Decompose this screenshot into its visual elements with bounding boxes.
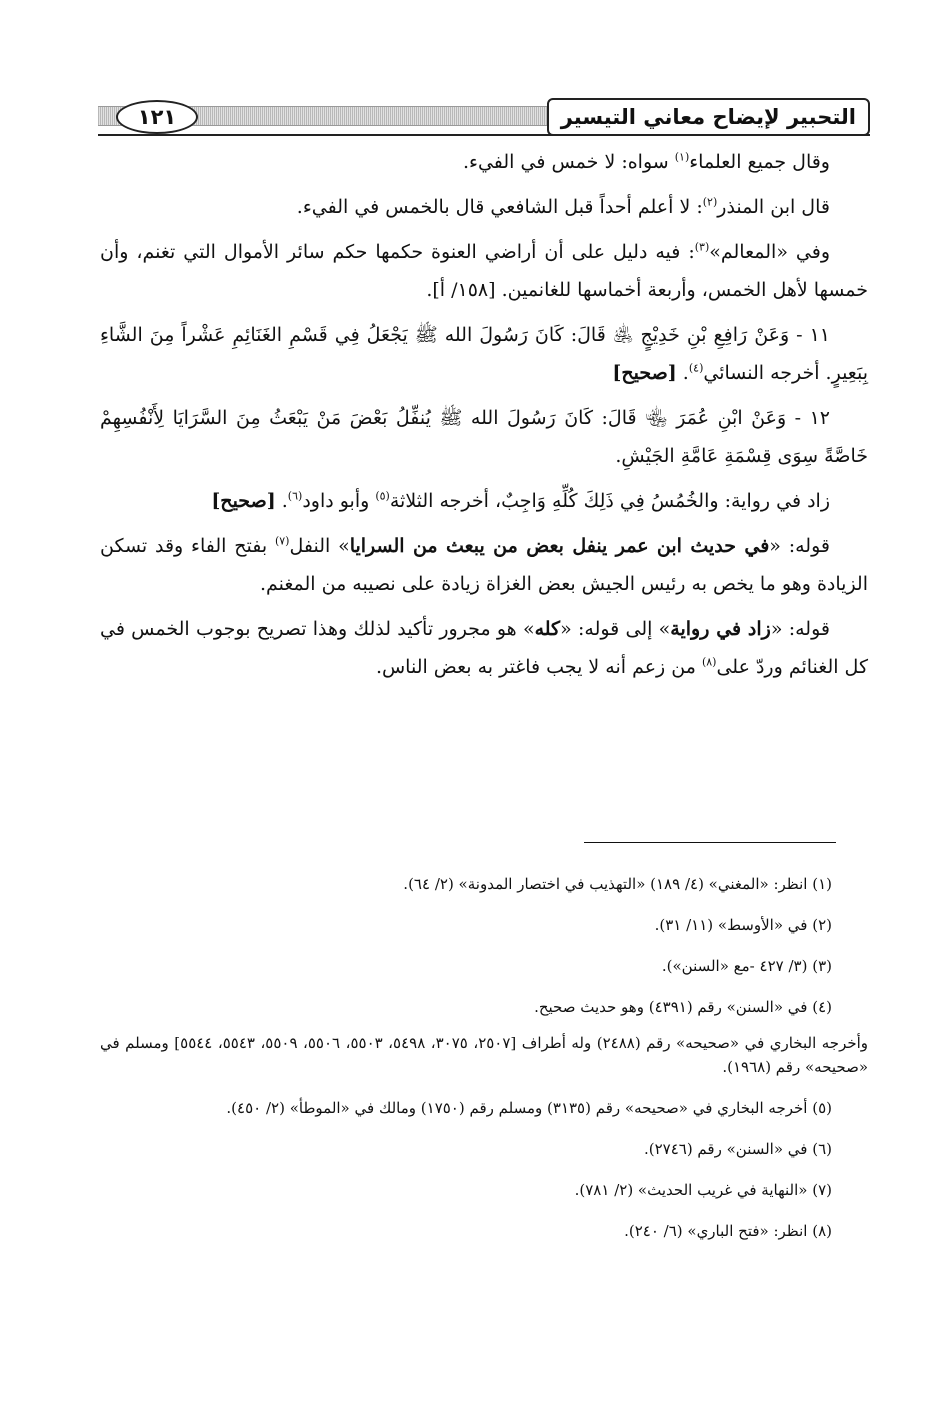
page-header [98,98,870,138]
footnote-ref: (٨) [701,655,717,669]
footnote-4: (٤) في «السنن» رقم (٤٣٩١) وهو حديث صحيح. [534,998,832,1016]
footnote-ref: (٤) [688,361,704,375]
footnote-ref: (٦) [287,489,303,503]
footnote-ref: (٧) [274,534,290,548]
quoted-text: كله [534,618,561,640]
text-run: زاد في رواية: والخُمُسُ فِي ذَلِكَ كُلِّهِ وَاجِبٌ، أخرجه الثلاثة [389,490,830,512]
text-run: سواه: لا خمس في الفيء. [462,151,675,173]
footnote-8: (٨) انظر: «فتح الباري» (٦/ ٢٤٠). [624,1222,832,1240]
paragraph-1 [100,143,868,181]
footnote-1: (١) انظر: «المغني» (٤/ ١٨٩) «التهذيب في اختصار المدونة» (٢/ ٦٤). [403,875,832,893]
text-run: ١١ - وَعَنْ رَافِعِ بْنِ خَدِيْجٍ ﵁ قَالَ: كَانَ رَسُولَ الله ﷺ يَجْعَلُ فِي قَسْمِ الغَنَائِمِ عَشْراً مِنَ الشَّاءِ بِبَعِيرٍ. أخرجه النسائي [100,324,868,384]
footnotes [100,872,868,1243]
footnote-6: (٦) في «السنن» رقم (٢٧٤٦). [643,1140,832,1158]
footnote-4-continuation: وأخرجه البخاري في «صحيحه» رقم (٢٤٨٨) وله أطراف [٢٥٠٧، ٣٠٧٥، ٥٤٩٨، ٥٥٠٣، ٥٥٠٦، ٥٥٠٩، ٥٥٤٣، ٥٥٤٤] ومسلم في «صحيحه» رقم (١٩٦٨). [100,1034,869,1076]
text-run: ١٢ - وَعَنْ ابْنِ عُمَرَ ﵄ قَالَ: كَانَ رَسُولَ الله ﷺ يُنفِّلُ بَعْضَ مَنْ يَبْعَثُ مِنَ السَّرَايَا لِأَنْفُسِهِمْ خَاصَّةً سِوَى قِسْمَةِ عَامَّةِ الجَيْشِ. [100,407,868,467]
text-run: » النفل [289,535,350,557]
text-run: قوله: « [769,535,830,557]
text-run: وأبو داود [302,490,376,512]
commentary-1 [100,527,868,603]
text-run: قال ابن المنذر [717,196,830,218]
text-run: » إلى قوله: « [560,618,671,640]
text-run: بفتح الفاء وقد تسكن الزيادة وهو ما يخص به رئيس الجيش بعض الغزاة زيادة على نصيبه من المغنم. [100,535,868,595]
main-text [100,143,868,686]
footnote-ref: (١) [674,150,690,164]
page-number: ١٢١ [116,100,198,134]
footnote-3: (٣) (٣/ ٤٢٧ -مع «السنن»). [661,957,832,975]
text-run: وقال جميع العلماء [689,151,830,173]
text-run: قوله: « [770,618,830,640]
footnote-ref: (٥) [375,489,390,503]
footnote-separator [584,842,836,843]
text-run: » هو مجرور تأكيد لذلك وهذا تصريح بوجوب الخمس في كل الغنائم وردّ على [100,618,868,678]
footnote-ref: (٢) [702,195,718,209]
book-title: التحبير لإيضاح معاني التيسير [547,98,870,136]
hadith-grade: [صحيح] [211,490,276,512]
quoted-text: في حديث ابن عمر ينفل بعض من يبعث من السرايا [349,535,770,557]
paragraph-2 [100,188,868,226]
paragraph-3 [100,233,868,309]
hadith-12 [100,399,868,475]
footnote-ref: (٣) [694,240,710,254]
text-run: من زعم أنه لا يجب فاغتر به بعض الناس. [375,656,702,678]
footnote-2: (٢) في «الأوسط» (١١/ ٣١). [654,916,832,934]
text-run: : لا أعلم أحداً قبل الشافعي قال بالخمس في الفيء. [296,196,703,218]
hadith-11: ١١ - وَعَنْ رَافِعِ بْنِ خَدِيْجٍ ﵁ قَالَ: كَانَ رَسُولَ الله ﷺ يَجْعَلُ فِي قَسْمِ الغَنَائِمِ عَشْراً مِنَ الشَّاءِ بِبَعِيرٍ. أخرجه النسائي$^{(٤)}$. [صحيح] [100,324,868,384]
footnote-7: (٧) «النهاية في غريب الحديث» (٢/ ٧٨١). [574,1181,832,1199]
paragraph-riwaya: زاد في رواية: والخُمُسُ فِي ذَلِكَ كُلِّهِ وَاجِبٌ، أخرجه الثلاثة$^{(٥)}$ وأبو داود$^{(٦)}$. [صحيح] [211,489,830,512]
hadith-grade: [صحيح] [612,362,677,384]
quoted-text: زاد في رواية [670,618,771,640]
commentary-2 [100,610,868,686]
text-run: : فيه دليل على أن أراضي العنوة حكمها حكم سائر الأموال التي تغنم، وأن خمسها لأهل الخمس، وأربعة أخماسها للغانمين. [١٥٨/ أ]. [100,241,868,301]
footnote-5: (٥) أخرجه البخاري في «صحيحه» رقم (٣١٣٥) ومسلم رقم (١٧٥٠) ومالك في «الموطأ» (٢/ ٤٥٠). [226,1099,832,1117]
text-run: وفي «المعالم» [709,241,830,263]
